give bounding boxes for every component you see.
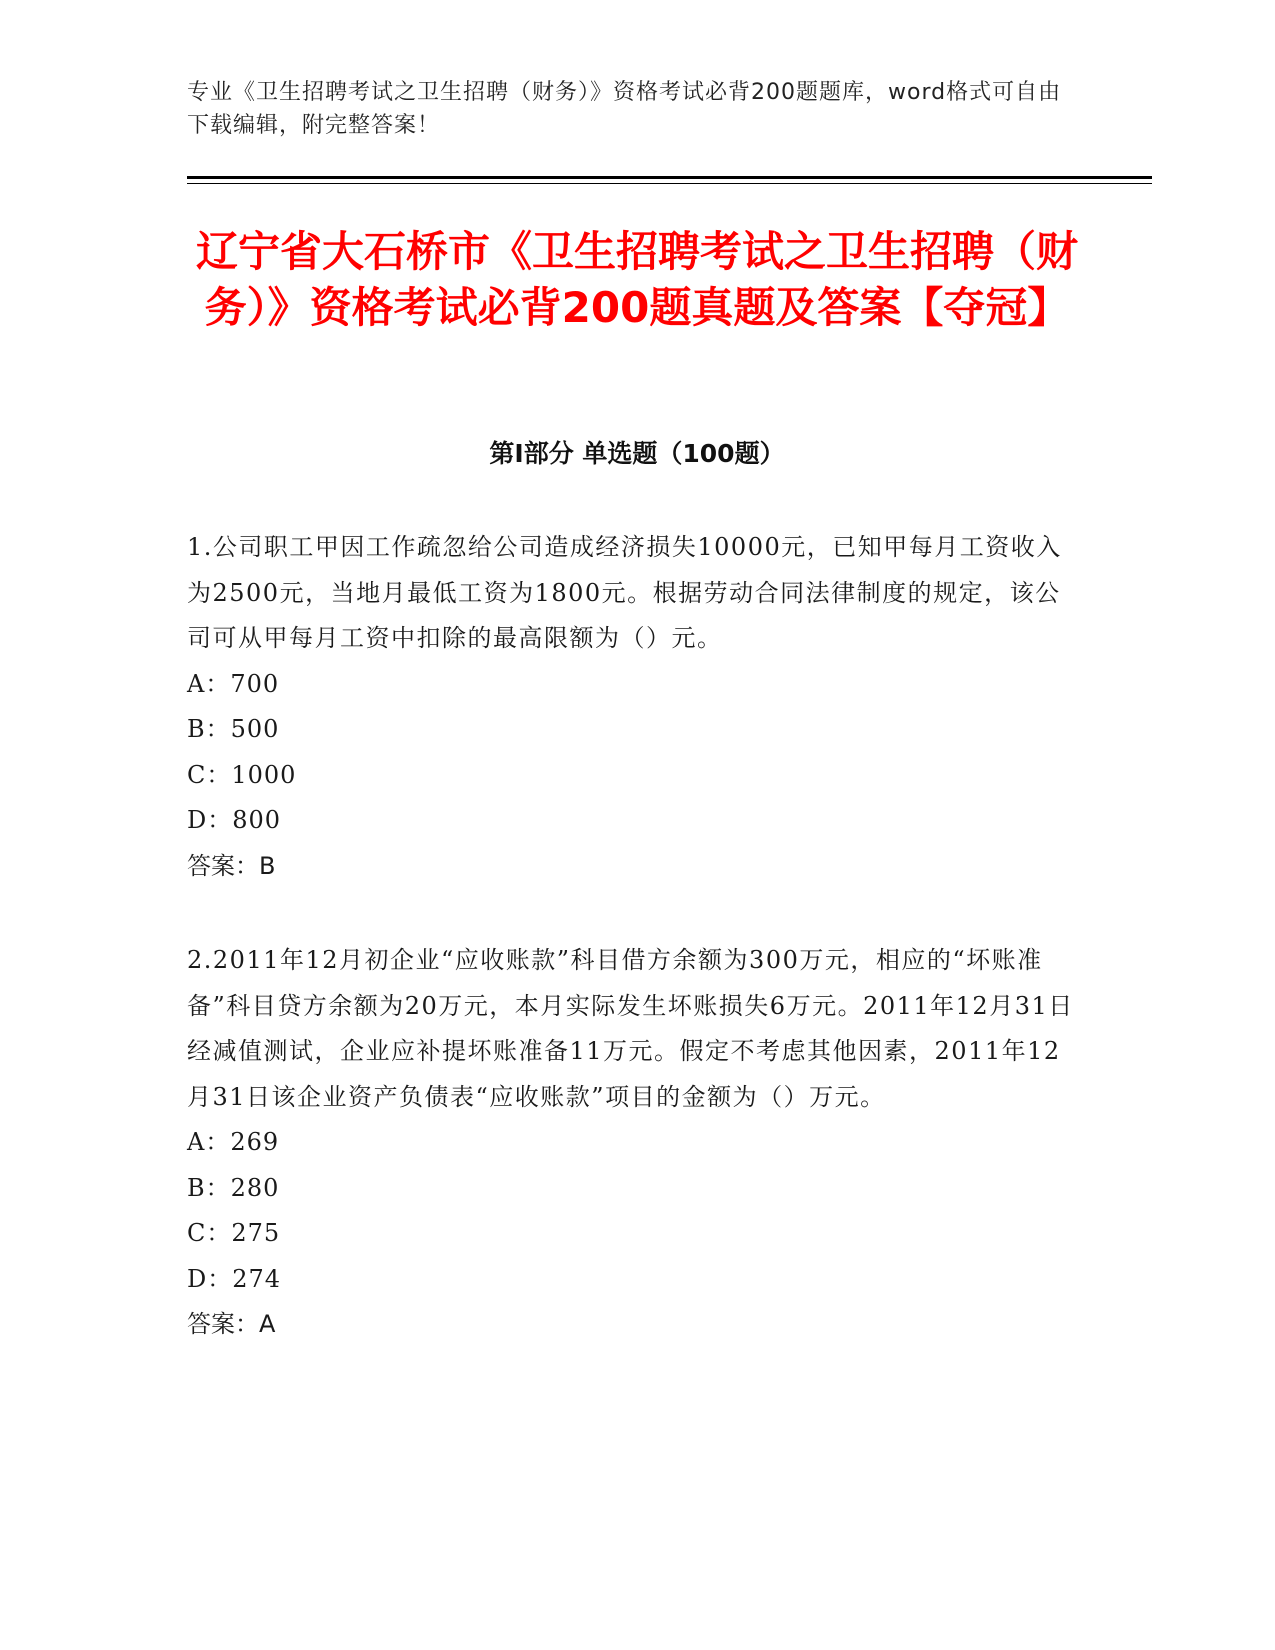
section-title: 第I部分 单选题（100题） bbox=[489, 439, 785, 468]
option-c: C：275 bbox=[187, 1219, 281, 1247]
option-c: C：1000 bbox=[187, 760, 297, 789]
answer-line: 答案：B bbox=[187, 851, 276, 880]
document-title: 辽宁省大石桥市《卫生招聘考试之卫生招聘（财务）》资格考试必背200题真题及答案【夺冠】 bbox=[195, 227, 1078, 332]
option-d: D：274 bbox=[187, 1264, 282, 1293]
question-stem: 1.公司职工甲因工作疏忽给公司造成经济损失10000元，已知甲每月工资收入为2500元，当地月最低工资为1800元。根据劳动合同法律制度的规定，该公司可从甲每月工资中扣除的最高限额为（）元。 bbox=[187, 533, 1062, 652]
header-note: 专业《卫生招聘考试之卫生招聘（财务）》资格考试必背200题题库，word格式可自由下载编辑，附完整答案！ bbox=[187, 80, 1062, 138]
question-item bbox=[187, 525, 1082, 889]
question-item bbox=[187, 938, 1082, 1348]
option-d: D：800 bbox=[187, 806, 282, 834]
option-b: B：280 bbox=[187, 1173, 280, 1202]
question-stem: 2.2011年12月初企业“应收账款”科目借方余额为300万元，相应的“坏账准备”科目贷方余额为20万元，本月实际发生坏账损失6万元。2011年12月31日经减值测试，企业应补提坏账准备11万元。假定不考虑其他因素，2011年12月31日该企业资产负债表“应收账款”项目的金额为（）万元。 bbox=[187, 946, 1074, 1111]
header-divider-thick bbox=[187, 176, 1152, 179]
option-b: B：500 bbox=[187, 715, 280, 743]
header-divider-thin bbox=[187, 183, 1152, 184]
answer-line: 答案：A bbox=[187, 1310, 276, 1338]
option-a: A：269 bbox=[187, 1128, 280, 1156]
option-a: A：700 bbox=[187, 669, 280, 698]
